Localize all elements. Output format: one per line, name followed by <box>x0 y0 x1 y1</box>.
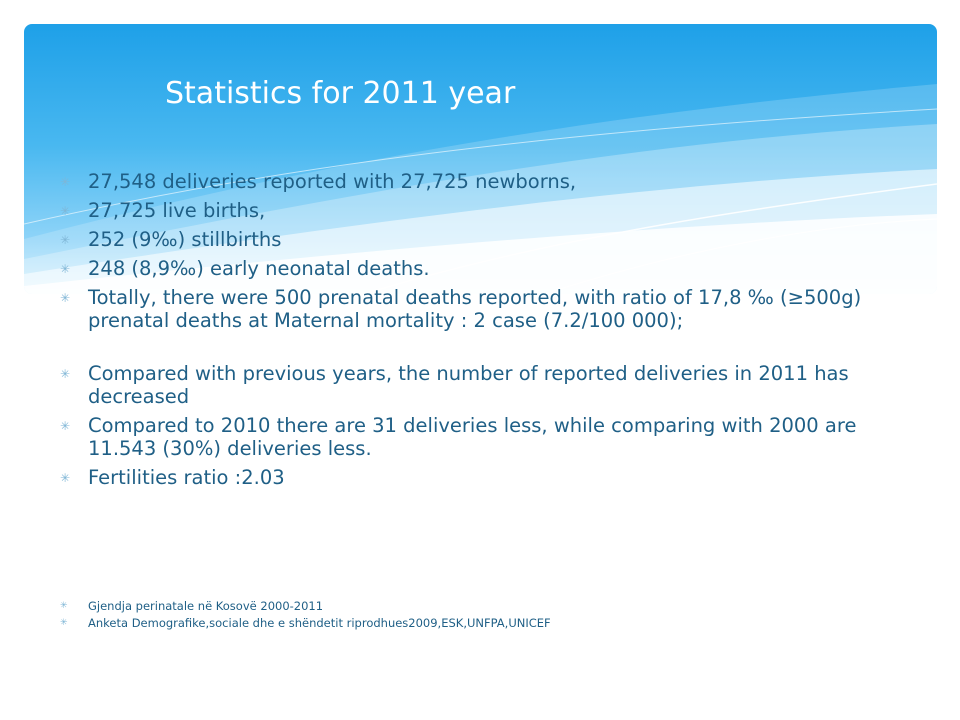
list-item: ✳ 252 (9‰) stillbirths <box>60 228 282 251</box>
asterisk-bullet-icon: ✳ <box>60 601 68 611</box>
slide-title: Statistics for 2011 year <box>165 76 516 111</box>
list-item: ✳ Compared to 2010 there are 31 deliveries less, while comparing with 2000 are 11.543 (30%) deliveries less. <box>60 414 857 460</box>
list-item: ✳ Compared with previous years, the number of reported deliveries in 2011 has decreased <box>60 362 849 408</box>
asterisk-bullet-icon: ✳ <box>60 471 71 485</box>
reference-item: ✳ Gjendja perinatale në Kosovë 2000-2011 <box>60 599 324 613</box>
asterisk-bullet-icon: ✳ <box>60 175 71 189</box>
reference-list <box>60 598 920 632</box>
list-item: ✳ Fertilities ratio :2.03 <box>60 466 285 489</box>
asterisk-bullet-icon: ✳ <box>60 291 71 305</box>
asterisk-bullet-icon: ✳ <box>60 419 71 433</box>
list-item: ✳ 248 (8,9‰) early neonatal deaths. <box>60 257 430 280</box>
list-item: ✳ Totally, there were 500 prenatal deaths reported, with ratio of 17,8 ‰ (≥500g) prenatal deaths at Maternal mortality : 2 case (7.2/100 000); <box>60 286 862 332</box>
list-item: ✳ 27,548 deliveries reported with 27,725 newborns, <box>60 170 577 193</box>
list-item: ✳ 27,725 live births, <box>60 199 266 222</box>
asterisk-bullet-icon: ✳ <box>60 262 71 276</box>
asterisk-bullet-icon: ✳ <box>60 618 68 628</box>
asterisk-bullet-icon: ✳ <box>60 367 71 381</box>
bullet-list <box>60 170 920 495</box>
reference-item: ✳ Anketa Demografike,sociale dhe e shëndetit riprodhues2009,ESK,UNFPA,UNICEF <box>60 616 551 630</box>
asterisk-bullet-icon: ✳ <box>60 204 71 218</box>
asterisk-bullet-icon: ✳ <box>60 233 71 247</box>
